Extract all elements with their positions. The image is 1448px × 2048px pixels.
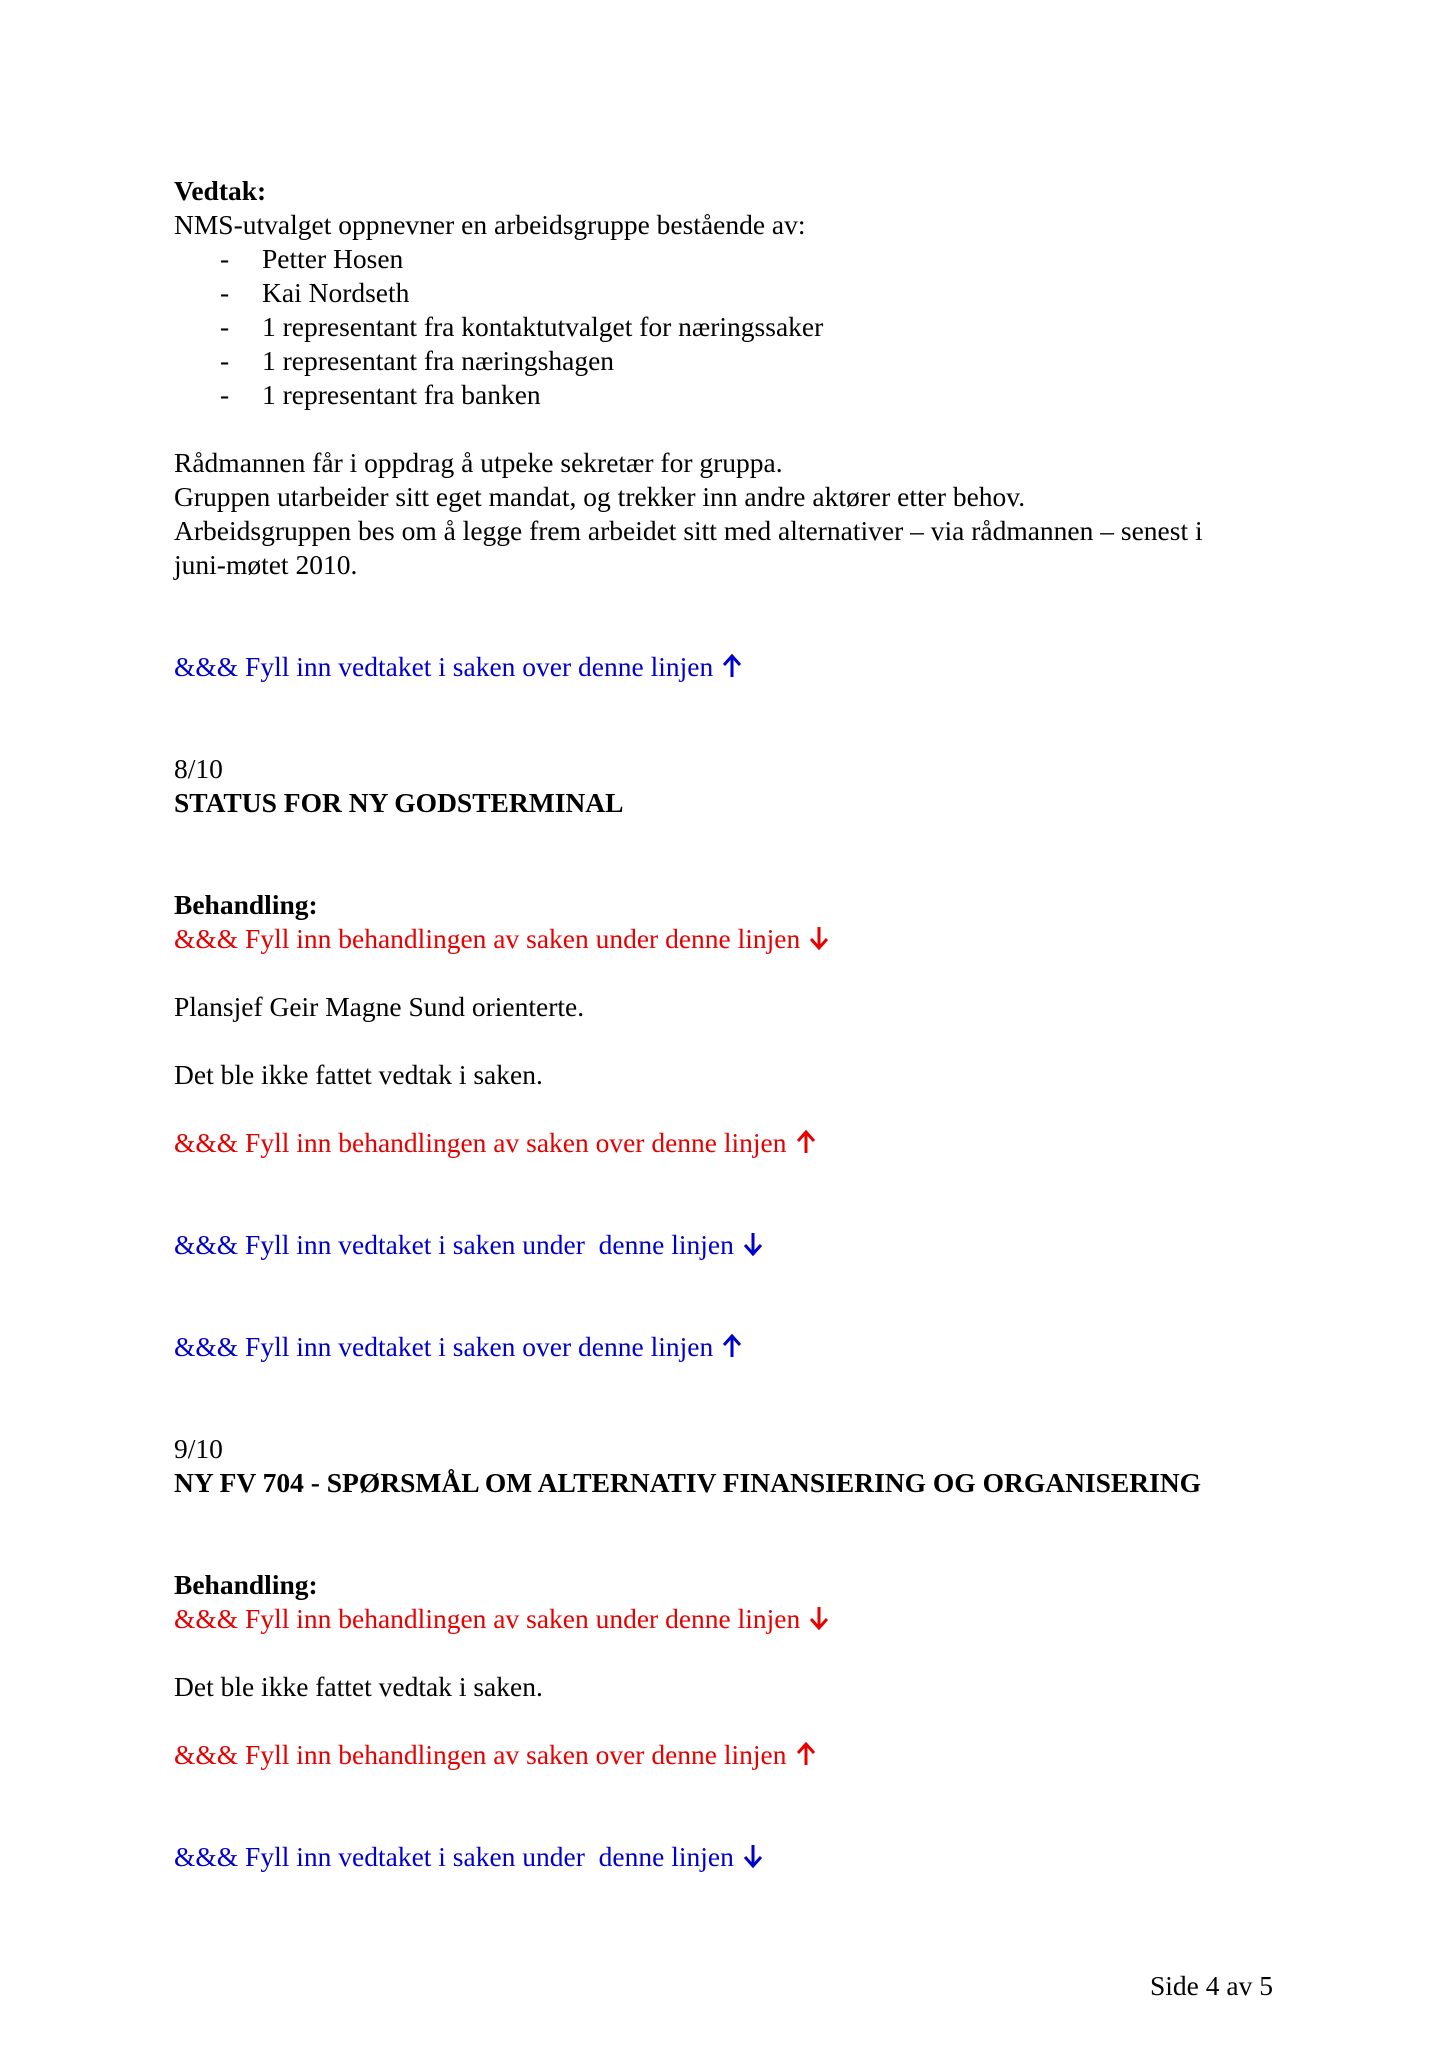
vedtak-body-line: juni-møtet 2010. [174, 549, 358, 580]
marker-text: &&& Fyll inn behandlingen av saken under denne linjen [174, 923, 801, 954]
marker-behandling-under [174, 1602, 830, 1636]
arrow-up-icon [795, 1129, 817, 1155]
list-item: 1 representant fra næringshagen [262, 345, 615, 376]
arrow-down-icon [742, 1231, 764, 1257]
vedtak-body-line: Rådmannen får i oppdrag å utpeke sekretær for gruppa. [174, 447, 783, 478]
marker-vedtak-under [174, 1840, 764, 1874]
list-bullet: - [220, 243, 230, 274]
page-number: Side 4 av 5 [1150, 1969, 1273, 2001]
case-number: 8/10 [174, 753, 223, 784]
vedtak-body-line: Arbeidsgruppen bes om å legge frem arbeidet sitt med alternativer – via rådmannen – senest i [174, 515, 1203, 546]
marker-text: &&& Fyll inn behandlingen av saken over denne linjen [174, 1127, 787, 1158]
arrow-down-icon [808, 925, 830, 951]
arrow-down-icon [742, 1843, 764, 1869]
marker-text: &&& Fyll inn vedtaket i saken under denne linjen [174, 1229, 734, 1260]
list-bullet: - [220, 311, 230, 342]
list-item: Petter Hosen [262, 243, 404, 274]
list-item: 1 representant fra kontaktutvalget for næringssaker [262, 311, 824, 342]
marker-behandling-over [174, 1126, 817, 1160]
marker-behandling-over [174, 1738, 817, 1772]
vedtak-body-line: Gruppen utarbeider sitt eget mandat, og trekker inn andre aktører etter behov. [174, 481, 1026, 512]
marker-text: &&& Fyll inn vedtaket i saken over denne linjen [174, 651, 714, 682]
vedtak-intro: NMS-utvalget oppnevner en arbeidsgruppe bestående av: [174, 209, 806, 240]
behandling-text: Plansjef Geir Magne Sund orienterte. [174, 991, 585, 1022]
behandling-heading: Behandling: [174, 889, 318, 920]
list-item: 1 representant fra banken [262, 379, 541, 410]
behandling-heading: Behandling: [174, 1569, 318, 1600]
list-bullet: - [220, 379, 230, 410]
arrow-up-icon [721, 1333, 743, 1359]
vedtak-heading: Vedtak: [174, 175, 267, 206]
arrow-down-icon [808, 1605, 830, 1631]
behandling-text: Det ble ikke fattet vedtak i saken. [174, 1671, 543, 1702]
case-title: NY FV 704 - SPØRSMÅL OM ALTERNATIV FINANSIERING OG ORGANISERING [174, 1467, 1202, 1498]
arrow-up-icon [795, 1741, 817, 1767]
marker-behandling-under [174, 922, 830, 956]
marker-vedtak-over [174, 650, 743, 684]
list-item: Kai Nordseth [262, 277, 410, 308]
marker-vedtak-under [174, 1228, 764, 1262]
behandling-text: Det ble ikke fattet vedtak i saken. [174, 1059, 543, 1090]
marker-vedtak-over [174, 1330, 743, 1364]
marker-text: &&& Fyll inn vedtaket i saken over denne linjen [174, 1331, 714, 1362]
case-title: STATUS FOR NY GODSTERMINAL [174, 787, 624, 818]
marker-text: &&& Fyll inn vedtaket i saken under denne linjen [174, 1841, 734, 1872]
arrow-up-icon [721, 653, 743, 679]
list-bullet: - [220, 345, 230, 376]
list-bullet: - [220, 277, 230, 308]
marker-text: &&& Fyll inn behandlingen av saken under denne linjen [174, 1603, 801, 1634]
case-number: 9/10 [174, 1433, 223, 1464]
marker-text: &&& Fyll inn behandlingen av saken over denne linjen [174, 1739, 787, 1770]
